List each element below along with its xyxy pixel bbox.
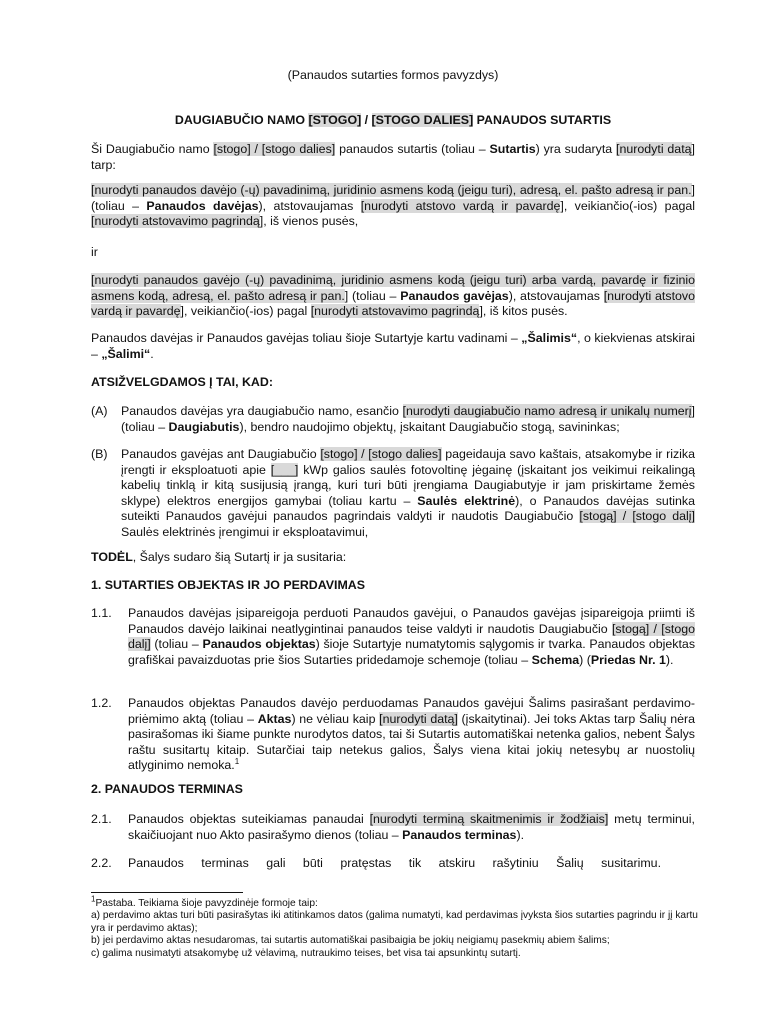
document-title: DAUGIABUČIO NAMO [STOGO] / [STOGO DALIES] PANAUDOS SUTARTIS [174, 113, 612, 127]
clause-1-1-number: 1.1. [91, 606, 112, 620]
footnote-ref: 1 [234, 757, 240, 767]
section-2-heading: 2. PANAUDOS TERMINAS [91, 782, 243, 796]
footnote-b: b) jei perdavimo aktas nesudaromas, tai sutartis automatiškai pasibaigia be jokių neigiamų pasekmių abiem šalims; [91, 935, 610, 947]
document-subtitle: (Panaudos sutarties formos pavyzdys) [287, 68, 499, 82]
clause-2-2-text: Panaudos terminas gali būti pratęstas tik atskiru rašytiniu Šalių susitarimu. [128, 856, 662, 870]
footnotes [91, 894, 701, 960]
ir-word: ir [91, 245, 98, 259]
footnote-divider [91, 892, 243, 893]
footnote-c: c) galima nusimatyti atsakomybę už vėlavimą, nutraukimo teises, bet visa tai apsunkintų sutartį. [91, 947, 521, 959]
footnote-intro: $^1$Pastaba. Teikiama šioje pavyzdinėje formoje taip: [91, 894, 318, 909]
parties-paragraph: Panaudos davėjas ir Panaudos gavėjas toliau šioje Sutartyje kartu vadinami – „Šalimis“, o kiekvienas atskirai – „Šalimi“. [91, 331, 695, 361]
recital-b-text: Panaudos gavėjas ant Daugiabučio [stogo] / [stogo dalies] pageidauja savo kaštais, atsakomybe ir rizika įrengti ir eksploatuoti apie [___] kWp galios saulės fotovoltinę jėgainę (įskaitant jos veikimui reikalingą kabelių tinklą ir kitą susijusią įrangą, kuri turi būti įrengiama Daugiabutyje ir jam priskirtame žemės sklype) elektros energijos gamybai (toliau kartu – Saulės elektrinė), o Panaudos davėjas sutinka suteikti Panaudos gavėjui panaudos pagrindais valdyti ir naudotis Daugiabučio [stogą] / [stogo dalį] Saulės elektrinės įrengimui ir eksploatavimui, [121, 447, 696, 539]
clause-2-2-number: 2.2. [91, 856, 112, 870]
therefore-paragraph: TODĖL, Šalys sudaro šią Sutartį ir ja susitaria: [91, 550, 347, 564]
footnote-a: a) perdavimo aktas turi būti pasirašytas iki atitinkamos datos (galima numatyti, kad perdavimas įvyksta šios sutarties pagrindu ir jį kartu yra ir perdavimo aktas); [91, 910, 698, 934]
recital-b-label: (B) [91, 447, 108, 461]
clause-2-1-number: 2.1. [91, 812, 112, 826]
clause-1-1-text: Panaudos davėjas įsipareigoja perduoti Panaudos gavėjui, o Panaudos gavėjas įsipareigoja priimti iš Panaudos davėjo laikinai neatlygintinai panaudos teise valdyti ir naudotis Daugiabučio [stogą] / [stogo dalį] (toliau – Panaudos objektas) šioje Sutartyje numatytomis sąlygomis ir tvarka. Panaudos objektas grafiškai pavaizduotas prie šios Sutarties pridedamoje schemoje (toliau – Schema) (Priedas Nr. 1). [128, 606, 696, 667]
recital-a-text: Panaudos davėjas yra daugiabučio namo, esančio [nurodyti daugiabučio namo adresą ir unikalų numerį] (toliau – Daugiabutis), bendro naudojimo objektų, įskaitant Daugiabučio stogą, savininkas; [121, 404, 695, 434]
clause-2-1-text: Panaudos objektas suteikiamas panaudai [nurodyti terminą skaitmenimis ir žodžiais] metų terminui, skaičiuojant nuo Akto pasirašymo dienos (toliau – Panaudos terminas). [128, 812, 695, 842]
clause-1-2-number: 1.2. [91, 696, 112, 710]
recital-a-label: (A) [91, 404, 108, 418]
whereas-heading: ATSIŽVELGDAMOS Į TAI, KAD: [91, 375, 273, 389]
clause-1-2-text: Panaudos objektas Panaudos davėjo perduodamas Panaudos gavėjui Šalims pasirašant perdavimo-priėmimo aktą (toliau – Aktas) ne vėliau kaip [nurodyti datą] (įskaitytinai). Jei toks Aktas tarp Šalių nėra pasirašomas iki šiame punkte nurodytos datos, tai ši Sutartis automatiškai netenka galios, nebent Šalys raštu susitartų kitaip. Sutarčiai taip netekus galios, Šalys viena kitai jokių netesybų ar nuostolių atlyginimo nemoka.$^1$ [128, 696, 695, 773]
intro-paragraph: Ši Daugiabučio namo [stogo] / [stogo dalies] panaudos sutartis (toliau – Sutartis) yra sudaryta [nurodyti datą] tarp: [91, 142, 695, 172]
lender-paragraph: [nurodyti panaudos davėjo (-ų) pavadinimą, juridinio asmens kodą (jeigu turi), adresą, el. pašto adresą ir pan.] (toliau – Panaudos davėjas), atstovaujamas [nurodyti atstovo vardą ir pavardę], veikiančio(-ios) pagal [nurodyti atstovavimo pagrindą], iš vienos pusės, [91, 183, 696, 229]
section-1-heading: 1. SUTARTIES OBJEKTAS IR JO PERDAVIMAS [91, 578, 366, 592]
borrower-paragraph: [nurodyti panaudos gavėjo (-ų) pavadinimą, juridinio asmens kodą (jeigu turi) arba vardą, pavardę ir fizinio asmens kodą, adresą, el. pašto adresą ir pan.] (toliau – Panaudos gavėjas), atstovaujamas [nurodyti atstovo vardą ir pavardę], veikiančio(-ios) pagal [nurodyti atstovavimo pagrindą], iš kitos pusės. [91, 273, 695, 319]
